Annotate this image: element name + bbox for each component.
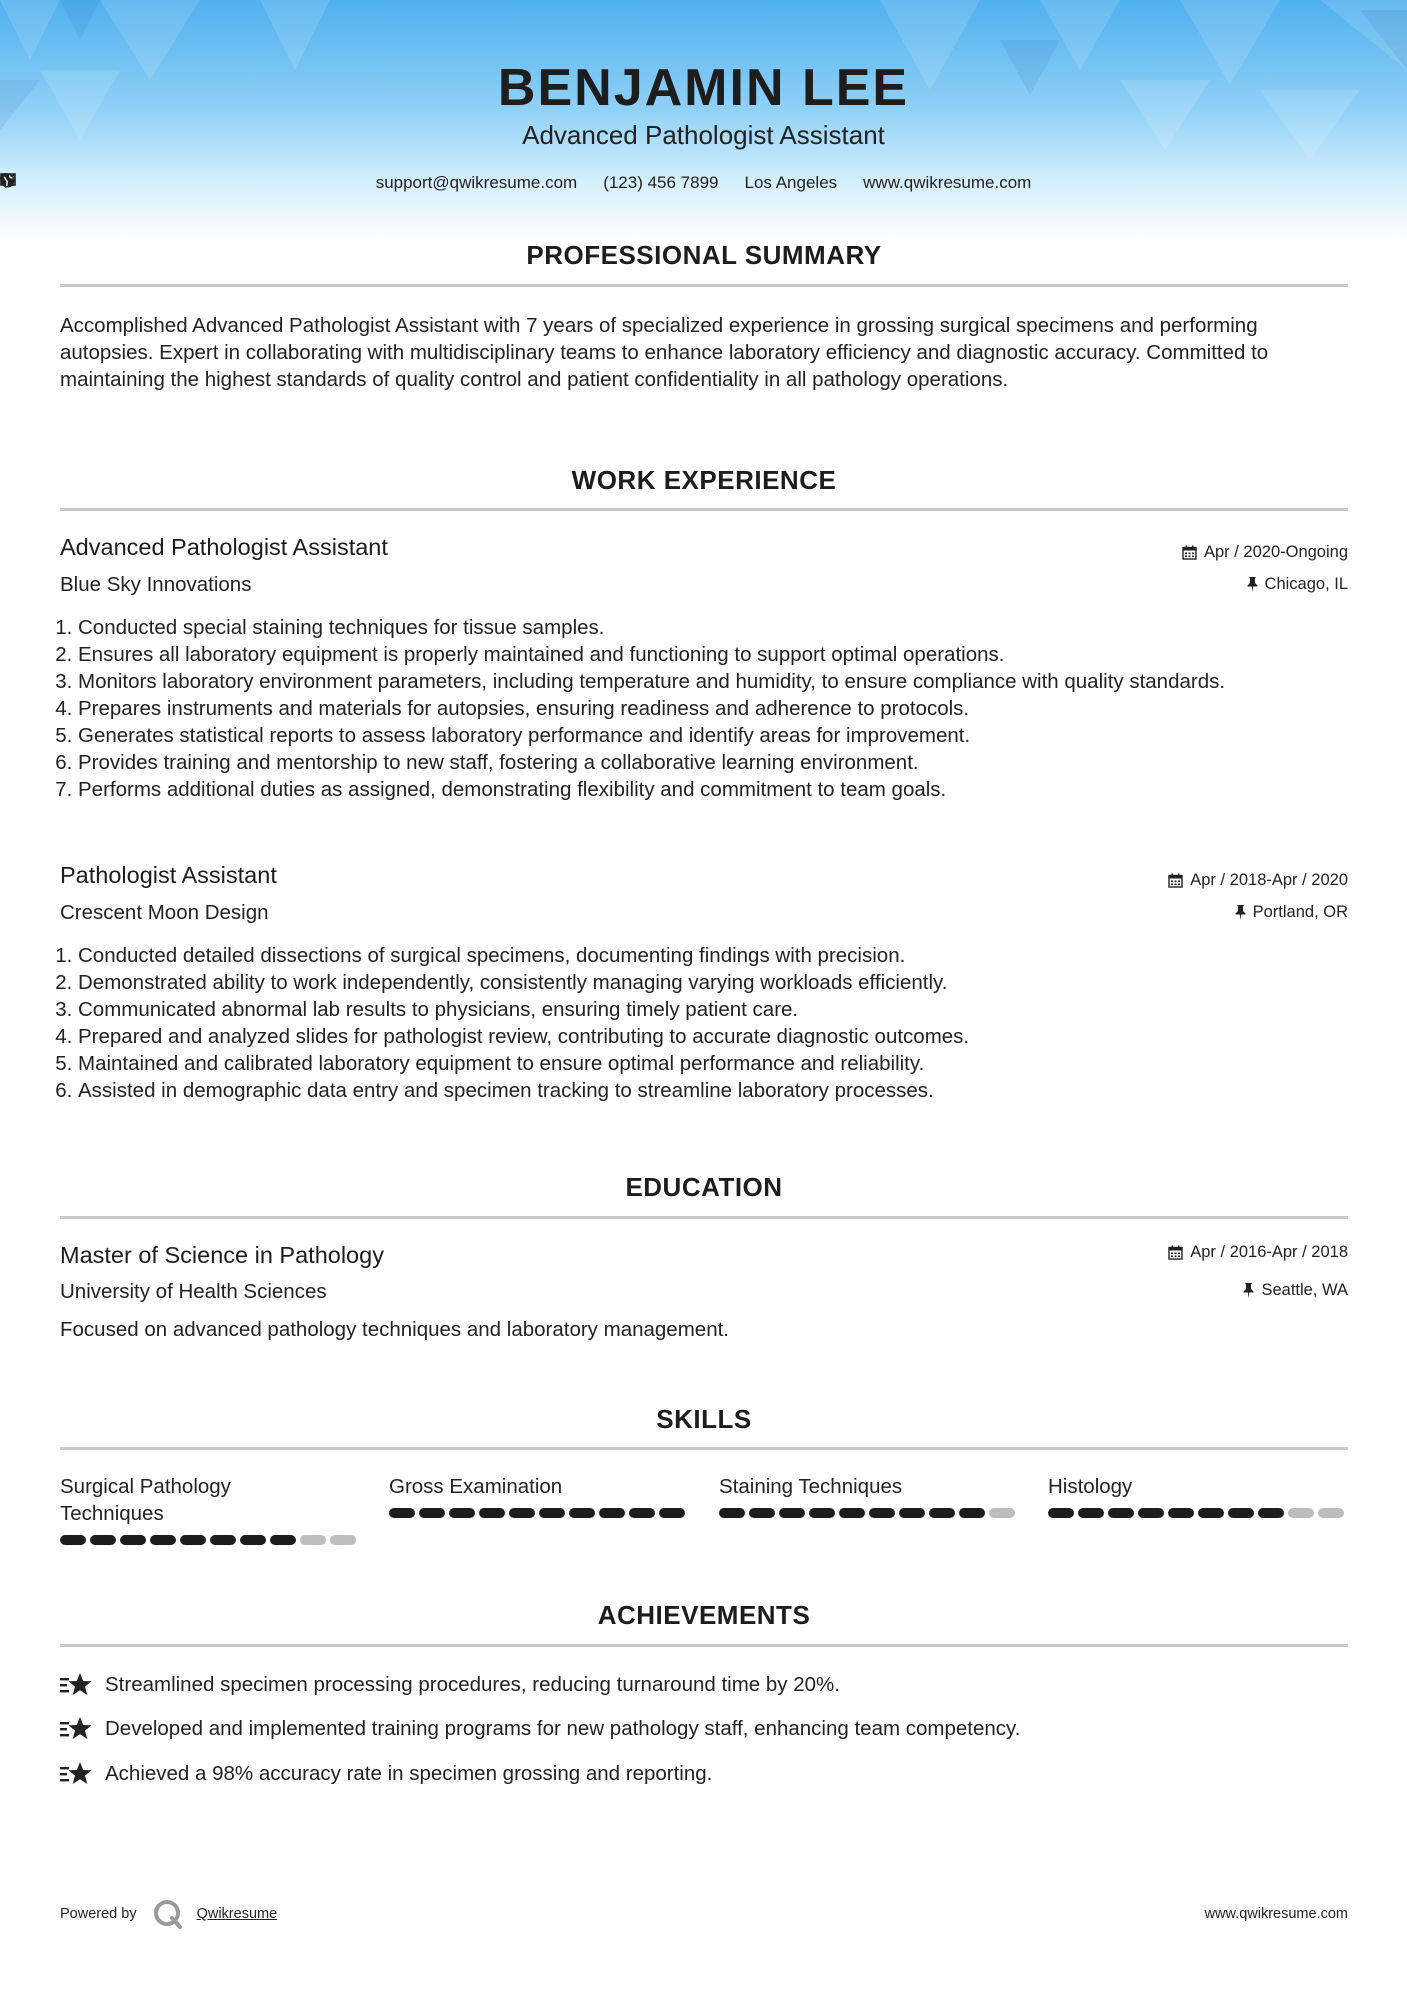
qwikresume-link[interactable]: Qwikresume xyxy=(196,1906,278,1922)
skill-item xyxy=(719,1473,1019,1518)
job-1-dates xyxy=(1182,543,1348,562)
contact-phone[interactable] xyxy=(603,173,718,193)
skill-segment-filled xyxy=(839,1508,865,1518)
skill-name: Surgical Pathology Techniques xyxy=(60,1475,231,1525)
education-dates xyxy=(1168,1243,1348,1262)
job-2-title: Pathologist Assistant xyxy=(60,862,277,888)
education-dates-text: Apr / 2016-Apr / 2018 xyxy=(1190,1243,1348,1261)
list-item: 4. Prepared and analyzed slides for pathologist review, contributing to accurate diagnostic outcomes. xyxy=(78,1023,1368,1050)
contact-email[interactable] xyxy=(376,173,578,193)
skill-segment-filled xyxy=(90,1535,116,1545)
calendar-icon xyxy=(1168,873,1183,888)
skill-rating xyxy=(1048,1508,1348,1518)
list-item: 2. Demonstrated ability to work independently, consistently managing varying workloads efficiently. xyxy=(78,969,1368,996)
calendar-icon xyxy=(1168,1245,1183,1260)
footer-powered-by xyxy=(60,1897,277,1931)
summary-text: Accomplished Advanced Pathologist Assistant with 7 years of specialized experience in grossing surgical specimens and performing autopsies. Expert in collaborating with multidisciplinary teams to enhance laboratory efficiency and diagnostic accuracy. Committed to maintaining the highest standards of quality control and patient confidentiality in all pathology operations. xyxy=(60,314,1269,391)
job-2-duties xyxy=(60,942,1368,1104)
skill-segment-filled xyxy=(270,1535,296,1545)
list-item: 4. Prepares instruments and materials for autopsies, ensuring readiness and adherence to protocols. xyxy=(78,695,1368,722)
job-2-dates xyxy=(1168,871,1348,890)
star-icon xyxy=(60,1716,92,1742)
achievement-text: Developed and implemented training programs for new pathology staff, enhancing team competency. xyxy=(105,1717,1021,1740)
skill-segment-empty xyxy=(300,1535,326,1545)
list-item: 2. Ensures all laboratory equipment is properly maintained and functioning to support optimal operations. xyxy=(78,641,1368,668)
achievement-item xyxy=(60,1716,1020,1742)
skill-segment-empty xyxy=(989,1508,1015,1518)
list-item: 3. Communicated abnormal lab results to physicians, ensuring timely patient care. xyxy=(78,996,1368,1023)
website-text: www.qwikresume.com xyxy=(863,173,1032,192)
skill-segment-filled xyxy=(719,1508,745,1518)
job-2-location-text: Portland, OR xyxy=(1252,903,1348,921)
skill-name: Gross Examination xyxy=(389,1475,563,1498)
pushpin-icon xyxy=(1235,905,1246,920)
qwikresume-logo-icon xyxy=(151,1897,185,1931)
job-2-location xyxy=(1235,903,1348,922)
job-2-company: Crescent Moon Design xyxy=(60,901,269,924)
skill-segment-filled xyxy=(779,1508,805,1518)
skill-segment-filled xyxy=(1048,1508,1074,1518)
skill-segment-filled xyxy=(869,1508,895,1518)
skill-segment-filled xyxy=(449,1508,475,1518)
education-school: University of Health Sciences xyxy=(60,1280,327,1303)
contact-website[interactable] xyxy=(863,173,1031,193)
skill-segment-filled xyxy=(629,1508,655,1518)
skill-segment-filled xyxy=(899,1508,925,1518)
job-1-location-text: Chicago, IL xyxy=(1264,575,1348,593)
phone-text: (123) 456 7899 xyxy=(603,173,719,192)
skill-segment-filled xyxy=(389,1508,415,1518)
candidate-name: BENJAMIN LEE xyxy=(497,59,910,117)
skill-segment-filled xyxy=(509,1508,535,1518)
skill-segment-filled xyxy=(1078,1508,1104,1518)
job-1-location xyxy=(1247,575,1348,594)
skill-segment-filled xyxy=(659,1508,685,1518)
contact-bar xyxy=(0,173,1407,193)
skill-segment-filled xyxy=(180,1535,206,1545)
skill-segment-filled xyxy=(1138,1508,1164,1518)
education-location xyxy=(1243,1281,1348,1300)
skill-segment-filled xyxy=(120,1535,146,1545)
skills-divider xyxy=(60,1447,1348,1450)
achievement-text: Achieved a 98% accuracy rate in specimen grossing and reporting. xyxy=(105,1762,713,1785)
skill-segment-filled xyxy=(599,1508,625,1518)
skill-segment-filled xyxy=(240,1535,266,1545)
list-item: 6. Provides training and mentorship to new staff, fostering a collaborative learning environment. xyxy=(78,749,1368,776)
job-1-title: Advanced Pathologist Assistant xyxy=(60,534,388,560)
star-icon xyxy=(60,1672,92,1698)
list-item: 1. Conducted special staining techniques for tissue samples. xyxy=(78,614,1368,641)
email-text: support@qwikresume.com xyxy=(375,173,578,192)
skills-heading: SKILLS xyxy=(656,1404,752,1434)
skill-segment-empty xyxy=(1288,1508,1314,1518)
candidate-role: Advanced Pathologist Assistant xyxy=(522,120,885,150)
experience-heading: WORK EXPERIENCE xyxy=(571,465,837,495)
skill-segment-filled xyxy=(1108,1508,1134,1518)
education-description: Focused on advanced pathology techniques and laboratory management. xyxy=(60,1318,729,1341)
star-icon xyxy=(60,1761,92,1787)
skill-segment-filled xyxy=(749,1508,775,1518)
skill-rating xyxy=(719,1508,1019,1518)
education-heading: EDUCATION xyxy=(625,1172,783,1202)
skill-segment-filled xyxy=(210,1535,236,1545)
skill-segment-filled xyxy=(1228,1508,1254,1518)
skill-segment-filled xyxy=(1258,1508,1284,1518)
powered-by-label: Powered by xyxy=(60,1906,137,1922)
list-item: 3. Monitors laboratory environment parameters, including temperature and humidity, to ensure compliance with quality standards. xyxy=(78,668,1368,695)
job-2-dates-text: Apr / 2018-Apr / 2020 xyxy=(1190,871,1348,889)
skill-segment-filled xyxy=(479,1508,505,1518)
skill-rating xyxy=(60,1535,360,1545)
skill-segment-filled xyxy=(929,1508,955,1518)
skill-name: Histology xyxy=(1048,1475,1133,1498)
skill-item xyxy=(1048,1473,1348,1518)
skill-segment-filled xyxy=(569,1508,595,1518)
location-text: Los Angeles xyxy=(744,173,838,192)
globe-icon xyxy=(0,173,15,188)
footer-website[interactable]: www.qwikresume.com xyxy=(1204,1906,1348,1922)
achievement-text: Streamlined specimen processing procedures, reducing turnaround time by 20%. xyxy=(105,1673,840,1696)
list-item: 6. Assisted in demographic data entry and specimen tracking to streamline laboratory processes. xyxy=(78,1077,1368,1104)
experience-divider xyxy=(60,508,1348,511)
skill-item xyxy=(389,1473,689,1518)
job-1-dates-text: Apr / 2020-Ongoing xyxy=(1203,543,1348,561)
skill-segment-empty xyxy=(330,1535,356,1545)
achievement-item xyxy=(60,1672,840,1698)
skill-item xyxy=(60,1473,360,1545)
skill-segment-filled xyxy=(150,1535,176,1545)
summary-divider xyxy=(60,284,1348,287)
list-item: 7. Performs additional duties as assigned, demonstrating flexibility and commitment to team goals. xyxy=(78,776,1368,803)
education-divider xyxy=(60,1216,1348,1219)
pushpin-icon xyxy=(1247,577,1258,592)
achievements-heading: ACHIEVEMENTS xyxy=(597,1600,811,1630)
skill-segment-filled xyxy=(1198,1508,1224,1518)
pushpin-icon xyxy=(1243,1283,1254,1298)
education-location-text: Seattle, WA xyxy=(1261,1281,1348,1299)
job-1-company: Blue Sky Innovations xyxy=(60,573,252,596)
header-banner xyxy=(0,0,1407,240)
achievement-item xyxy=(60,1761,712,1787)
achievements-divider xyxy=(60,1644,1348,1647)
list-item: 5. Generates statistical reports to assess laboratory performance and identify areas for improvement. xyxy=(78,722,1368,749)
skill-segment-filled xyxy=(60,1535,86,1545)
summary-heading: PROFESSIONAL SUMMARY xyxy=(526,240,882,270)
skill-segment-filled xyxy=(809,1508,835,1518)
job-1-duties xyxy=(60,614,1368,803)
education-degree: Master of Science in Pathology xyxy=(60,1242,384,1268)
skill-rating xyxy=(389,1508,689,1518)
list-item: 5. Maintained and calibrated laboratory equipment to ensure optimal performance and reliability. xyxy=(78,1050,1368,1077)
skill-name: Staining Techniques xyxy=(719,1475,903,1498)
contact-location xyxy=(745,173,838,193)
skill-segment-filled xyxy=(1168,1508,1194,1518)
skill-segment-filled xyxy=(959,1508,985,1518)
calendar-icon xyxy=(1182,545,1197,560)
skill-segment-empty xyxy=(1318,1508,1344,1518)
skill-segment-filled xyxy=(539,1508,565,1518)
skill-segment-filled xyxy=(419,1508,445,1518)
list-item: 1. Conducted detailed dissections of surgical specimens, documenting findings with precision. xyxy=(78,942,1368,969)
